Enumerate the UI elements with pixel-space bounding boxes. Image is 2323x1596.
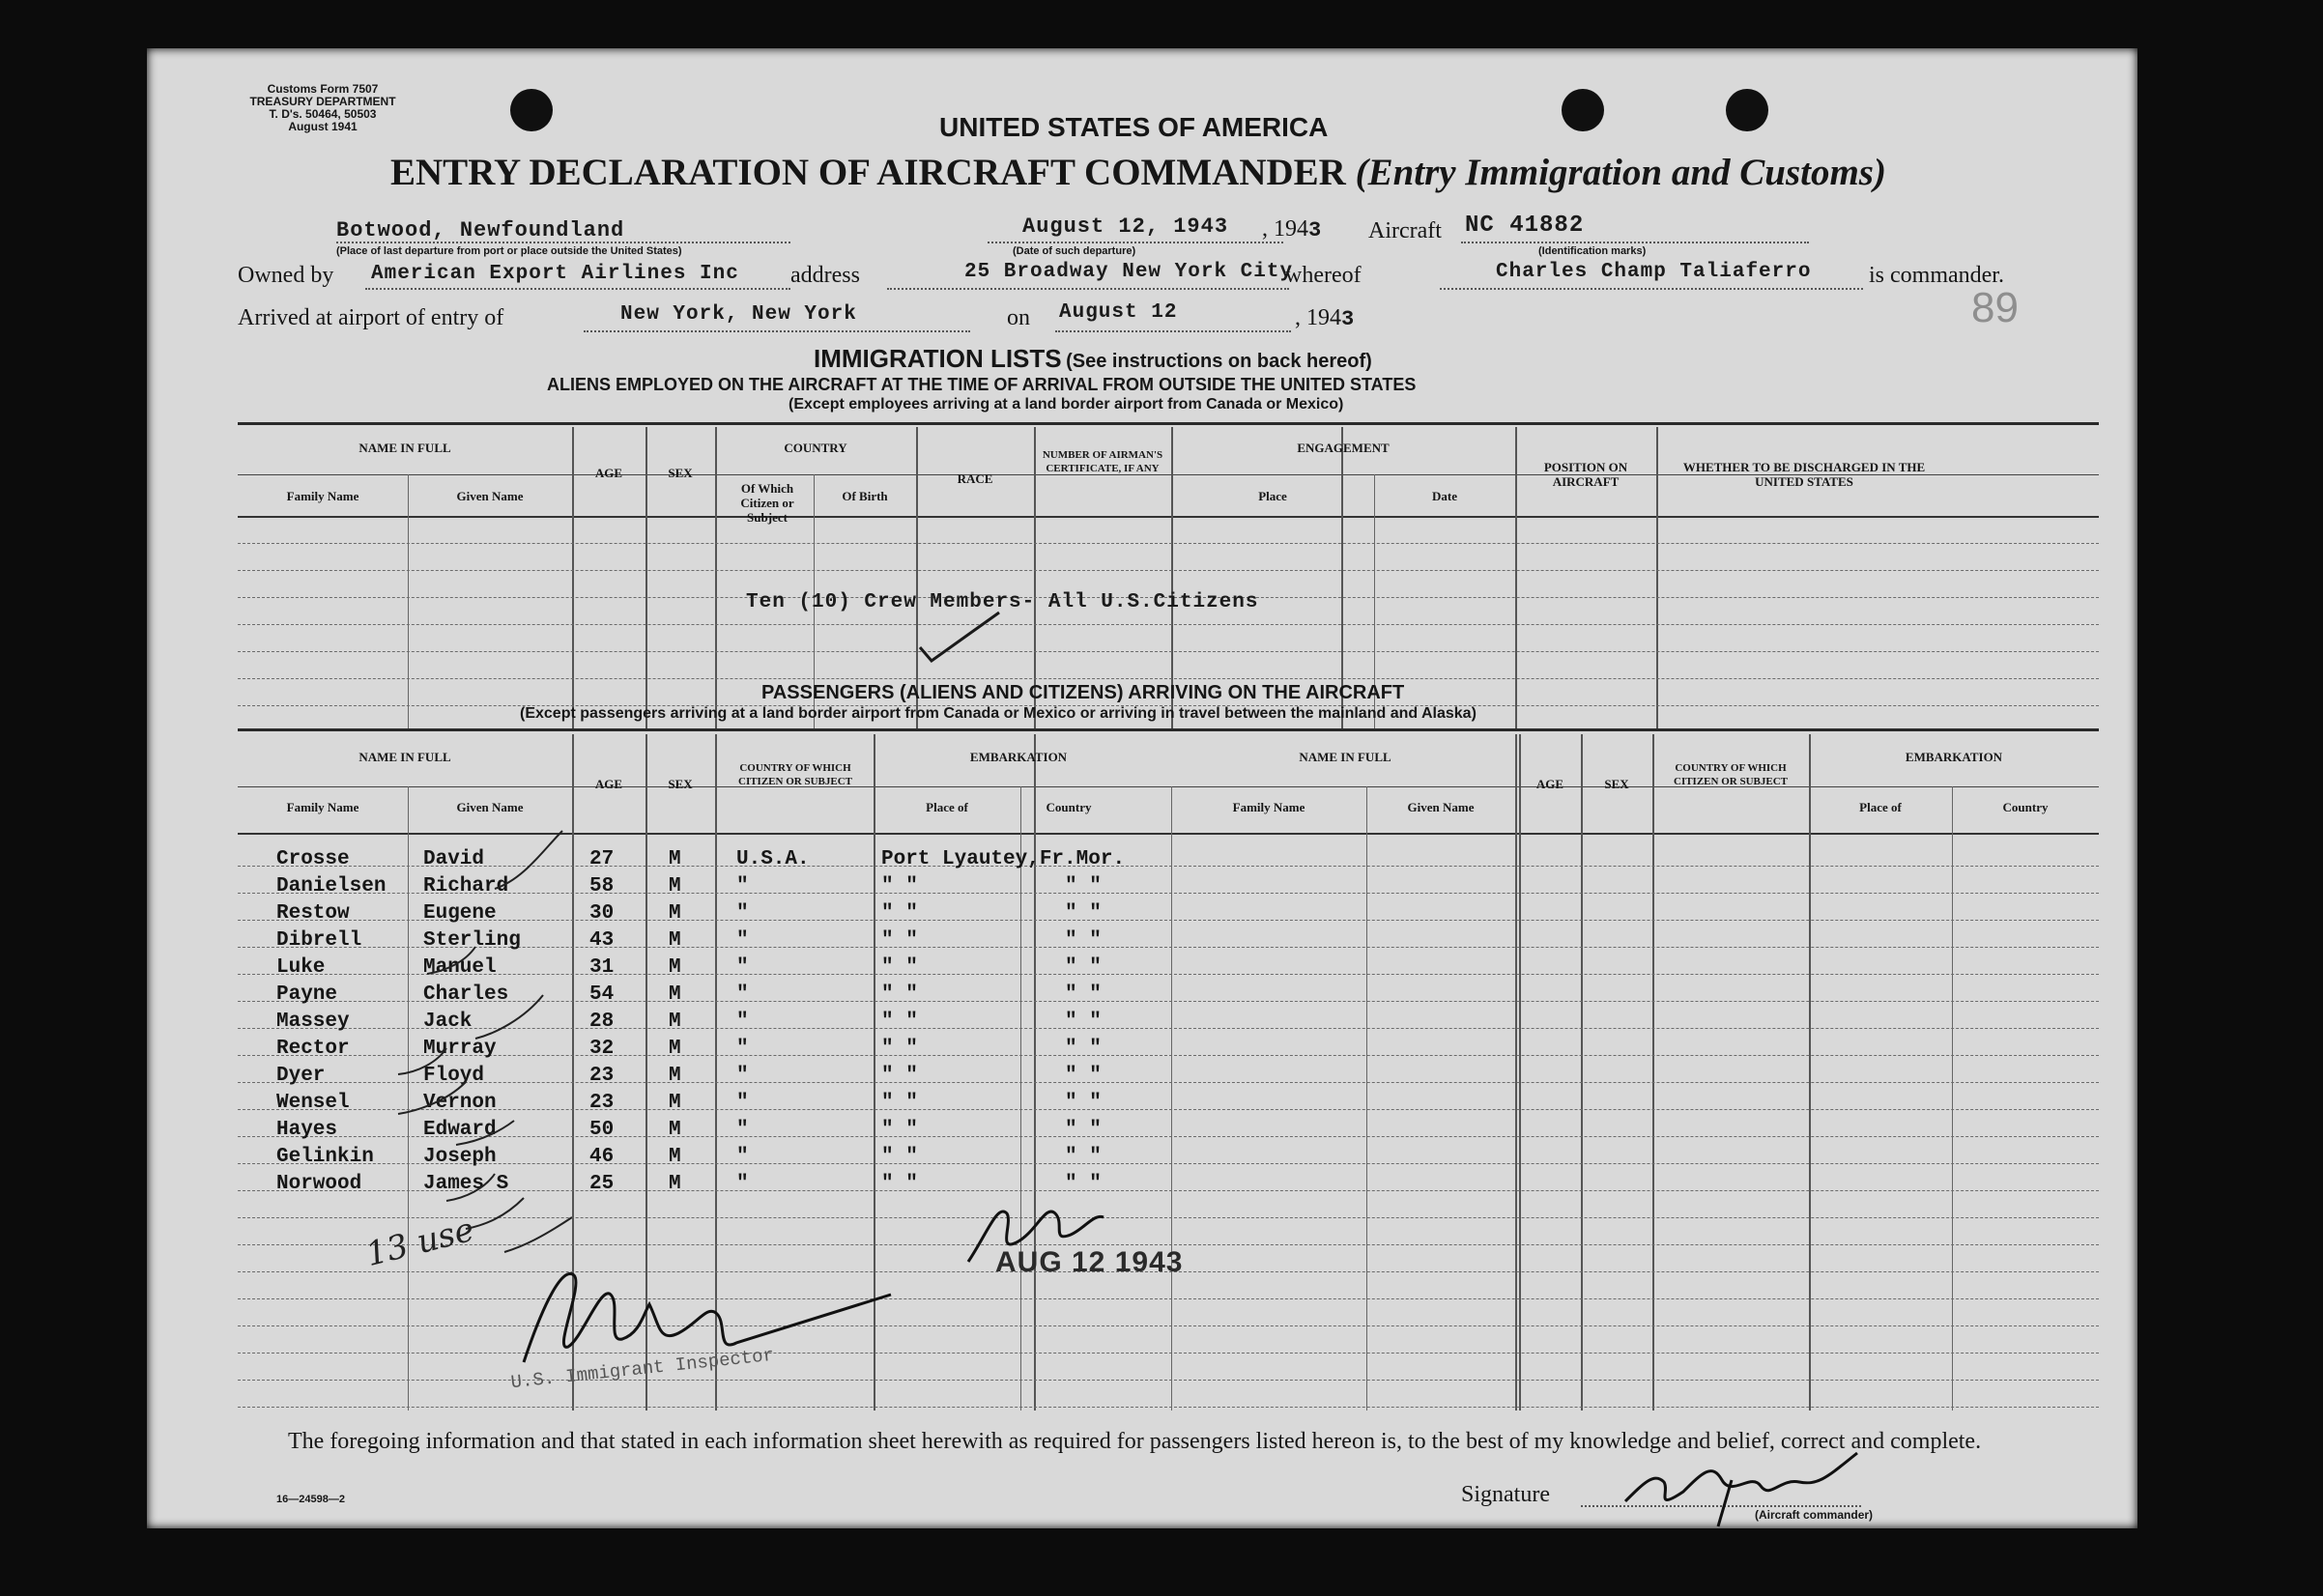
passenger-place-cell: " " bbox=[881, 1011, 918, 1033]
passenger-place-cell: " " bbox=[881, 983, 918, 1006]
pax-hdr-given: Given Name bbox=[456, 800, 524, 814]
imm-hdr-position: POSITION ON AIRCRAFT bbox=[1543, 460, 1628, 489]
imm-hdr-country: COUNTRY bbox=[784, 441, 847, 455]
passenger-sex-cell: M bbox=[669, 1065, 681, 1087]
passenger-age-cell: 28 bbox=[589, 1011, 615, 1033]
passenger-family-cell: Gelinkin bbox=[276, 1146, 374, 1168]
imm-hdr-date: Date bbox=[1432, 489, 1457, 503]
arrived-label: Arrived at airport of entry of bbox=[238, 305, 504, 330]
year-label: , 194 bbox=[1262, 216, 1308, 242]
aircraft-label: Aircraft bbox=[1368, 218, 1442, 243]
imm-hdr-race: RACE bbox=[957, 471, 993, 486]
arrival-year-value: 3 bbox=[1341, 307, 1356, 331]
passenger-family-cell: Dyer bbox=[276, 1065, 326, 1087]
passenger-sex-cell: M bbox=[669, 956, 681, 979]
crew-note: Ten (10) Crew Members- All U.S.Citizens bbox=[746, 591, 1259, 613]
passenger-given-cell: Vernon bbox=[423, 1092, 497, 1114]
pax-hdr-sex-right: SEX bbox=[1604, 777, 1629, 791]
passenger-age-cell: 58 bbox=[589, 875, 615, 898]
immigration-title-note: (See instructions on back hereof) bbox=[1066, 351, 1372, 372]
imm-hdr-place: Place bbox=[1258, 489, 1287, 503]
arrival-year-line bbox=[1295, 305, 1355, 331]
on-label: on bbox=[1007, 305, 1030, 330]
passenger-sex-cell: M bbox=[669, 1011, 681, 1033]
whereof-label: whereof bbox=[1285, 263, 1362, 288]
passenger-country-cell: " " bbox=[1065, 1038, 1102, 1060]
signature-label: Signature bbox=[1461, 1482, 1550, 1507]
pax-hdr-country-right: Country bbox=[2002, 800, 2049, 814]
passenger-age-cell: 50 bbox=[589, 1119, 615, 1141]
passenger-family-cell: Norwood bbox=[276, 1173, 362, 1195]
passenger-sex-cell: M bbox=[669, 902, 681, 925]
form-subtitle: (Entry Immigration and Customs) bbox=[1355, 152, 1886, 193]
passenger-country-cell: " " bbox=[1065, 1011, 1102, 1033]
arrival-date: August 12 bbox=[1059, 301, 1178, 324]
passenger-country-cell: " " bbox=[1065, 929, 1102, 952]
passenger-age-cell: 54 bbox=[589, 983, 615, 1006]
passenger-given-cell: David bbox=[423, 848, 485, 870]
passenger-citizen-cell: " bbox=[736, 1092, 749, 1114]
imm-hdr-citizen: Of Which Citizen or Subject bbox=[740, 481, 794, 525]
pax-hdr-place-right: Place of bbox=[1859, 800, 1902, 814]
pax-hdr-citizen-right: COUNTRY OF WHICH CITIZEN OR SUBJECT bbox=[1674, 762, 1788, 787]
passenger-citizen-cell: " bbox=[736, 902, 749, 925]
departure-date: August 12, 1943 bbox=[1022, 214, 1229, 239]
declaration-text: The foregoing information and that stated in each information sheet herewith as required for passengers listed hereon is, to the best of my knowledge and belief, correct and complete. bbox=[288, 1429, 1982, 1454]
passenger-place-cell: Port Lyautey,Fr.Mor. bbox=[881, 848, 1126, 870]
immigration-title: IMMIGRATION LISTS bbox=[814, 344, 1062, 373]
imm-hdr-name: NAME IN FULL bbox=[358, 441, 451, 455]
pax-hdr-age: AGE bbox=[594, 777, 623, 791]
pax-hdr-embarkation-right: EMBARKATION bbox=[1905, 750, 2003, 764]
passenger-family-cell: Massey bbox=[276, 1011, 350, 1033]
passenger-sex-cell: M bbox=[669, 1038, 681, 1060]
pax-hdr-family-right: Family Name bbox=[1232, 800, 1305, 814]
aircraft-id-caption: (Identification marks) bbox=[1538, 245, 1647, 257]
passenger-country-cell: " " bbox=[1065, 983, 1102, 1006]
passengers-subtitle: (Except passengers arriving at a land border airport from Canada or Mexico or arriving in travel between the mainland and Alaska) bbox=[520, 705, 1477, 722]
form-id-line1: Customs Form 7507 bbox=[267, 82, 379, 96]
margin-mark: 89 bbox=[1971, 284, 2019, 331]
passenger-country-cell: " " bbox=[1065, 956, 1102, 979]
passenger-given-cell: Eugene bbox=[423, 902, 497, 925]
pax-hdr-embarkation: EMBARKATION bbox=[969, 750, 1068, 764]
arrival-airport: New York, New York bbox=[620, 303, 857, 326]
imm-hdr-sex: SEX bbox=[668, 466, 693, 480]
check-marks-svg bbox=[379, 792, 630, 1295]
passenger-age-cell: 27 bbox=[589, 848, 615, 870]
passenger-country-cell: " " bbox=[1065, 1092, 1102, 1114]
pax-hdr-name: NAME IN FULL bbox=[358, 750, 451, 764]
passenger-country-cell: " " bbox=[1065, 902, 1102, 925]
form-id-line2: TREASURY DEPARTMENT bbox=[249, 95, 396, 108]
passenger-family-cell: Payne bbox=[276, 983, 338, 1006]
passenger-sex-cell: M bbox=[669, 929, 681, 952]
passenger-sex-cell: M bbox=[669, 983, 681, 1006]
passenger-family-cell: Luke bbox=[276, 956, 326, 979]
passenger-given-cell: Floyd bbox=[423, 1065, 485, 1087]
departure-place-caption: (Place of last departure from port or place outside the United States) bbox=[336, 245, 682, 257]
passenger-given-cell: James S bbox=[423, 1173, 509, 1195]
owned-by-label: Owned by bbox=[238, 263, 334, 288]
passenger-place-cell: " " bbox=[881, 1146, 918, 1168]
passenger-age-cell: 43 bbox=[589, 929, 615, 952]
passenger-family-cell: Hayes bbox=[276, 1119, 338, 1141]
imm-hdr-given: Given Name bbox=[456, 489, 524, 503]
passenger-sex-cell: M bbox=[669, 1146, 681, 1168]
inspector-label: U.S. Immigrant Inspector bbox=[509, 1344, 776, 1394]
passenger-family-cell: Crosse bbox=[276, 848, 350, 870]
immigration-title-line bbox=[814, 344, 1372, 374]
passenger-given-cell: Charles bbox=[423, 983, 509, 1006]
departure-place: Botwood, Newfoundland bbox=[336, 218, 625, 242]
passenger-given-cell: Edward bbox=[423, 1119, 497, 1141]
imm-hdr-engagement: ENGAGEMENT bbox=[1297, 441, 1390, 455]
pax-hdr-citizen: COUNTRY OF WHICH CITIZEN OR SUBJECT bbox=[738, 762, 852, 787]
address-label: address bbox=[790, 263, 860, 288]
signature-caption: (Aircraft commander) bbox=[1755, 1508, 1874, 1522]
passenger-family-cell: Wensel bbox=[276, 1092, 350, 1114]
declaration-form-sheet bbox=[147, 48, 2137, 1528]
passenger-place-cell: " " bbox=[881, 1173, 918, 1195]
punch-hole-left bbox=[510, 89, 553, 131]
passenger-given-cell: Murray bbox=[423, 1038, 497, 1060]
passenger-citizen-cell: U.S.A. bbox=[736, 848, 810, 870]
punch-hole-right-1 bbox=[1562, 89, 1604, 131]
immigration-subtitle: ALIENS EMPLOYED ON THE AIRCRAFT AT THE TIME OF ARRIVAL FROM OUTSIDE THE UNITED STATES bbox=[547, 375, 1417, 394]
imm-hdr-age: AGE bbox=[594, 466, 623, 480]
commander: Charles Champ Taliaferro bbox=[1496, 261, 1812, 283]
imm-hdr-family: Family Name bbox=[286, 489, 359, 503]
form-id-block bbox=[216, 83, 429, 133]
immigration-subtitle-note: (Except employees arriving at a land border airport from Canada or Mexico) bbox=[789, 396, 1344, 413]
passenger-citizen-cell: " bbox=[736, 1119, 749, 1141]
form-id-line3: T. D's. 50464, 50503 bbox=[269, 107, 377, 121]
passenger-citizen-cell: " bbox=[736, 929, 749, 952]
passenger-place-cell: " " bbox=[881, 875, 918, 898]
passenger-given-cell: Manuel bbox=[423, 956, 497, 979]
passenger-place-cell: " " bbox=[881, 1119, 918, 1141]
pax-hdr-given-right: Given Name bbox=[1407, 800, 1475, 814]
passenger-citizen-cell: " bbox=[736, 1038, 749, 1060]
passenger-country-cell: " " bbox=[1065, 1173, 1102, 1195]
passenger-place-cell: " " bbox=[881, 902, 918, 925]
year-value: 3 bbox=[1308, 218, 1323, 242]
crew-check-mark bbox=[916, 609, 1003, 667]
passenger-place-cell: " " bbox=[881, 929, 918, 952]
form-id-line4: August 1941 bbox=[288, 120, 358, 133]
passenger-given-cell: Jack bbox=[423, 1011, 473, 1033]
year-label-line bbox=[1262, 216, 1322, 242]
passenger-sex-cell: M bbox=[669, 1092, 681, 1114]
passenger-citizen-cell: " bbox=[736, 875, 749, 898]
address: 25 Broadway New York City bbox=[964, 261, 1294, 283]
passenger-given-cell: Richard bbox=[423, 875, 509, 898]
form-number: 16—24598—2 bbox=[276, 1494, 345, 1505]
passenger-country-cell: " " bbox=[1065, 1119, 1102, 1141]
passenger-family-cell: Danielsen bbox=[276, 875, 387, 898]
owner: American Export Airlines Inc bbox=[371, 263, 739, 285]
passenger-age-cell: 23 bbox=[589, 1092, 615, 1114]
passenger-sex-cell: M bbox=[669, 875, 681, 898]
passenger-place-cell: " " bbox=[881, 1038, 918, 1060]
passengers-title: PASSENGERS (ALIENS AND CITIZENS) ARRIVING ON THE AIRCRAFT bbox=[761, 682, 1405, 703]
departure-date-caption: (Date of such departure) bbox=[1013, 245, 1136, 257]
passenger-citizen-cell: " bbox=[736, 1065, 749, 1087]
passenger-citizen-cell: " bbox=[736, 1173, 749, 1195]
aircraft-id: NC 41882 bbox=[1465, 213, 1585, 239]
passenger-age-cell: 46 bbox=[589, 1146, 615, 1168]
passenger-age-cell: 30 bbox=[589, 902, 615, 925]
pax-hdr-country: Country bbox=[1046, 800, 1092, 814]
pax-hdr-place: Place of bbox=[926, 800, 968, 814]
pax-hdr-family: Family Name bbox=[286, 800, 359, 814]
passenger-sex-cell: M bbox=[669, 848, 681, 870]
passenger-country-cell: " " bbox=[1065, 1146, 1102, 1168]
passenger-age-cell: 32 bbox=[589, 1038, 615, 1060]
count-note: 13 use bbox=[361, 1210, 478, 1275]
passenger-place-cell: " " bbox=[881, 1092, 918, 1114]
stamp-date: AUG 12 1943 bbox=[995, 1246, 1184, 1278]
passenger-given-cell: Joseph bbox=[423, 1146, 497, 1168]
arrival-year-label: , 194 bbox=[1295, 305, 1341, 330]
passenger-age-cell: 23 bbox=[589, 1065, 615, 1087]
passenger-age-cell: 25 bbox=[589, 1173, 615, 1195]
commander-suffix: is commander. bbox=[1869, 263, 2004, 288]
passenger-citizen-cell: " bbox=[736, 1011, 749, 1033]
pax-hdr-name-right: NAME IN FULL bbox=[1299, 750, 1391, 764]
passenger-family-cell: Restow bbox=[276, 902, 350, 925]
pax-hdr-age-right: AGE bbox=[1535, 777, 1564, 791]
passenger-citizen-cell: " bbox=[736, 983, 749, 1006]
passenger-family-cell: Dibrell bbox=[276, 929, 362, 952]
passenger-place-cell: " " bbox=[881, 1065, 918, 1087]
form-title-line bbox=[390, 151, 1886, 194]
passenger-sex-cell: M bbox=[669, 1173, 681, 1195]
punch-hole-right-2 bbox=[1726, 89, 1768, 131]
imm-hdr-discharged: WHETHER TO BE DISCHARGED IN THE UNITED STATES bbox=[1682, 460, 1926, 489]
passenger-family-cell: Rector bbox=[276, 1038, 350, 1060]
pax-hdr-sex: SEX bbox=[668, 777, 693, 791]
passenger-age-cell: 31 bbox=[589, 956, 615, 979]
passenger-given-cell: Sterling bbox=[423, 929, 521, 952]
country-title: UNITED STATES OF AMERICA bbox=[939, 112, 1329, 142]
passenger-citizen-cell: " bbox=[736, 1146, 749, 1168]
passenger-citizen-cell: " bbox=[736, 956, 749, 979]
imm-hdr-birth: Of Birth bbox=[842, 489, 888, 503]
passenger-country-cell: " " bbox=[1065, 875, 1102, 898]
passenger-place-cell: " " bbox=[881, 956, 918, 979]
passenger-rule-line bbox=[238, 1407, 2099, 1408]
passenger-country-cell: " " bbox=[1065, 1065, 1102, 1087]
imm-hdr-cert: NUMBER OF AIRMAN'S CERTIFICATE, IF ANY bbox=[1042, 449, 1163, 474]
form-title: ENTRY DECLARATION OF AIRCRAFT COMMANDER bbox=[390, 152, 1346, 193]
passenger-sex-cell: M bbox=[669, 1119, 681, 1141]
